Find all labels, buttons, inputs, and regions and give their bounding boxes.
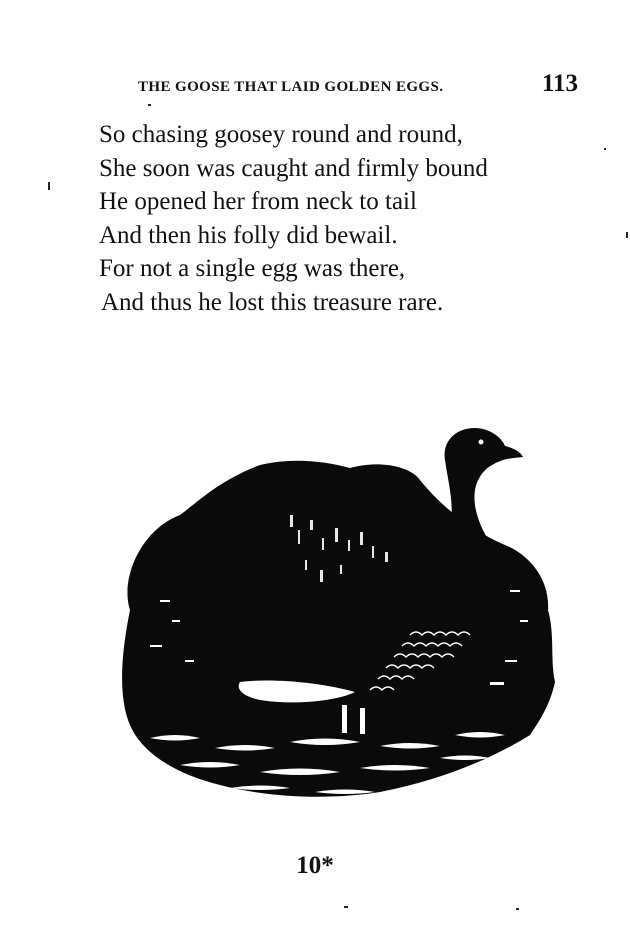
poem-line: He opened her from neck to tail (99, 188, 417, 215)
poem-line: For not a single egg was there, (99, 255, 406, 282)
page-number: 113 (541, 70, 578, 97)
poem-line: She soon was caught and firmly bound (99, 154, 488, 182)
print-speck (344, 906, 348, 908)
poem-line: And then his folly did bewail. (99, 221, 398, 249)
woodcut-goose-icon (110, 420, 560, 820)
print-speck (516, 908, 519, 910)
signature-mark: 10* (296, 852, 334, 879)
running-head (138, 70, 578, 98)
goose-neck (445, 428, 523, 550)
print-speck (48, 182, 50, 190)
print-speck (626, 232, 628, 238)
foliage-mass (122, 461, 555, 797)
print-speck (148, 104, 151, 106)
running-title: THE GOOSE THAT LAID GOLDEN EGGS. (138, 79, 444, 95)
goose-eye (479, 440, 484, 445)
goose-woodcut-illustration (110, 420, 560, 820)
poem-line: And thus he lost this treasure rare. (101, 288, 444, 316)
poem-stanza (99, 118, 488, 319)
print-speck (604, 148, 606, 150)
poem-line: So chasing goosey round and round, (99, 121, 463, 148)
